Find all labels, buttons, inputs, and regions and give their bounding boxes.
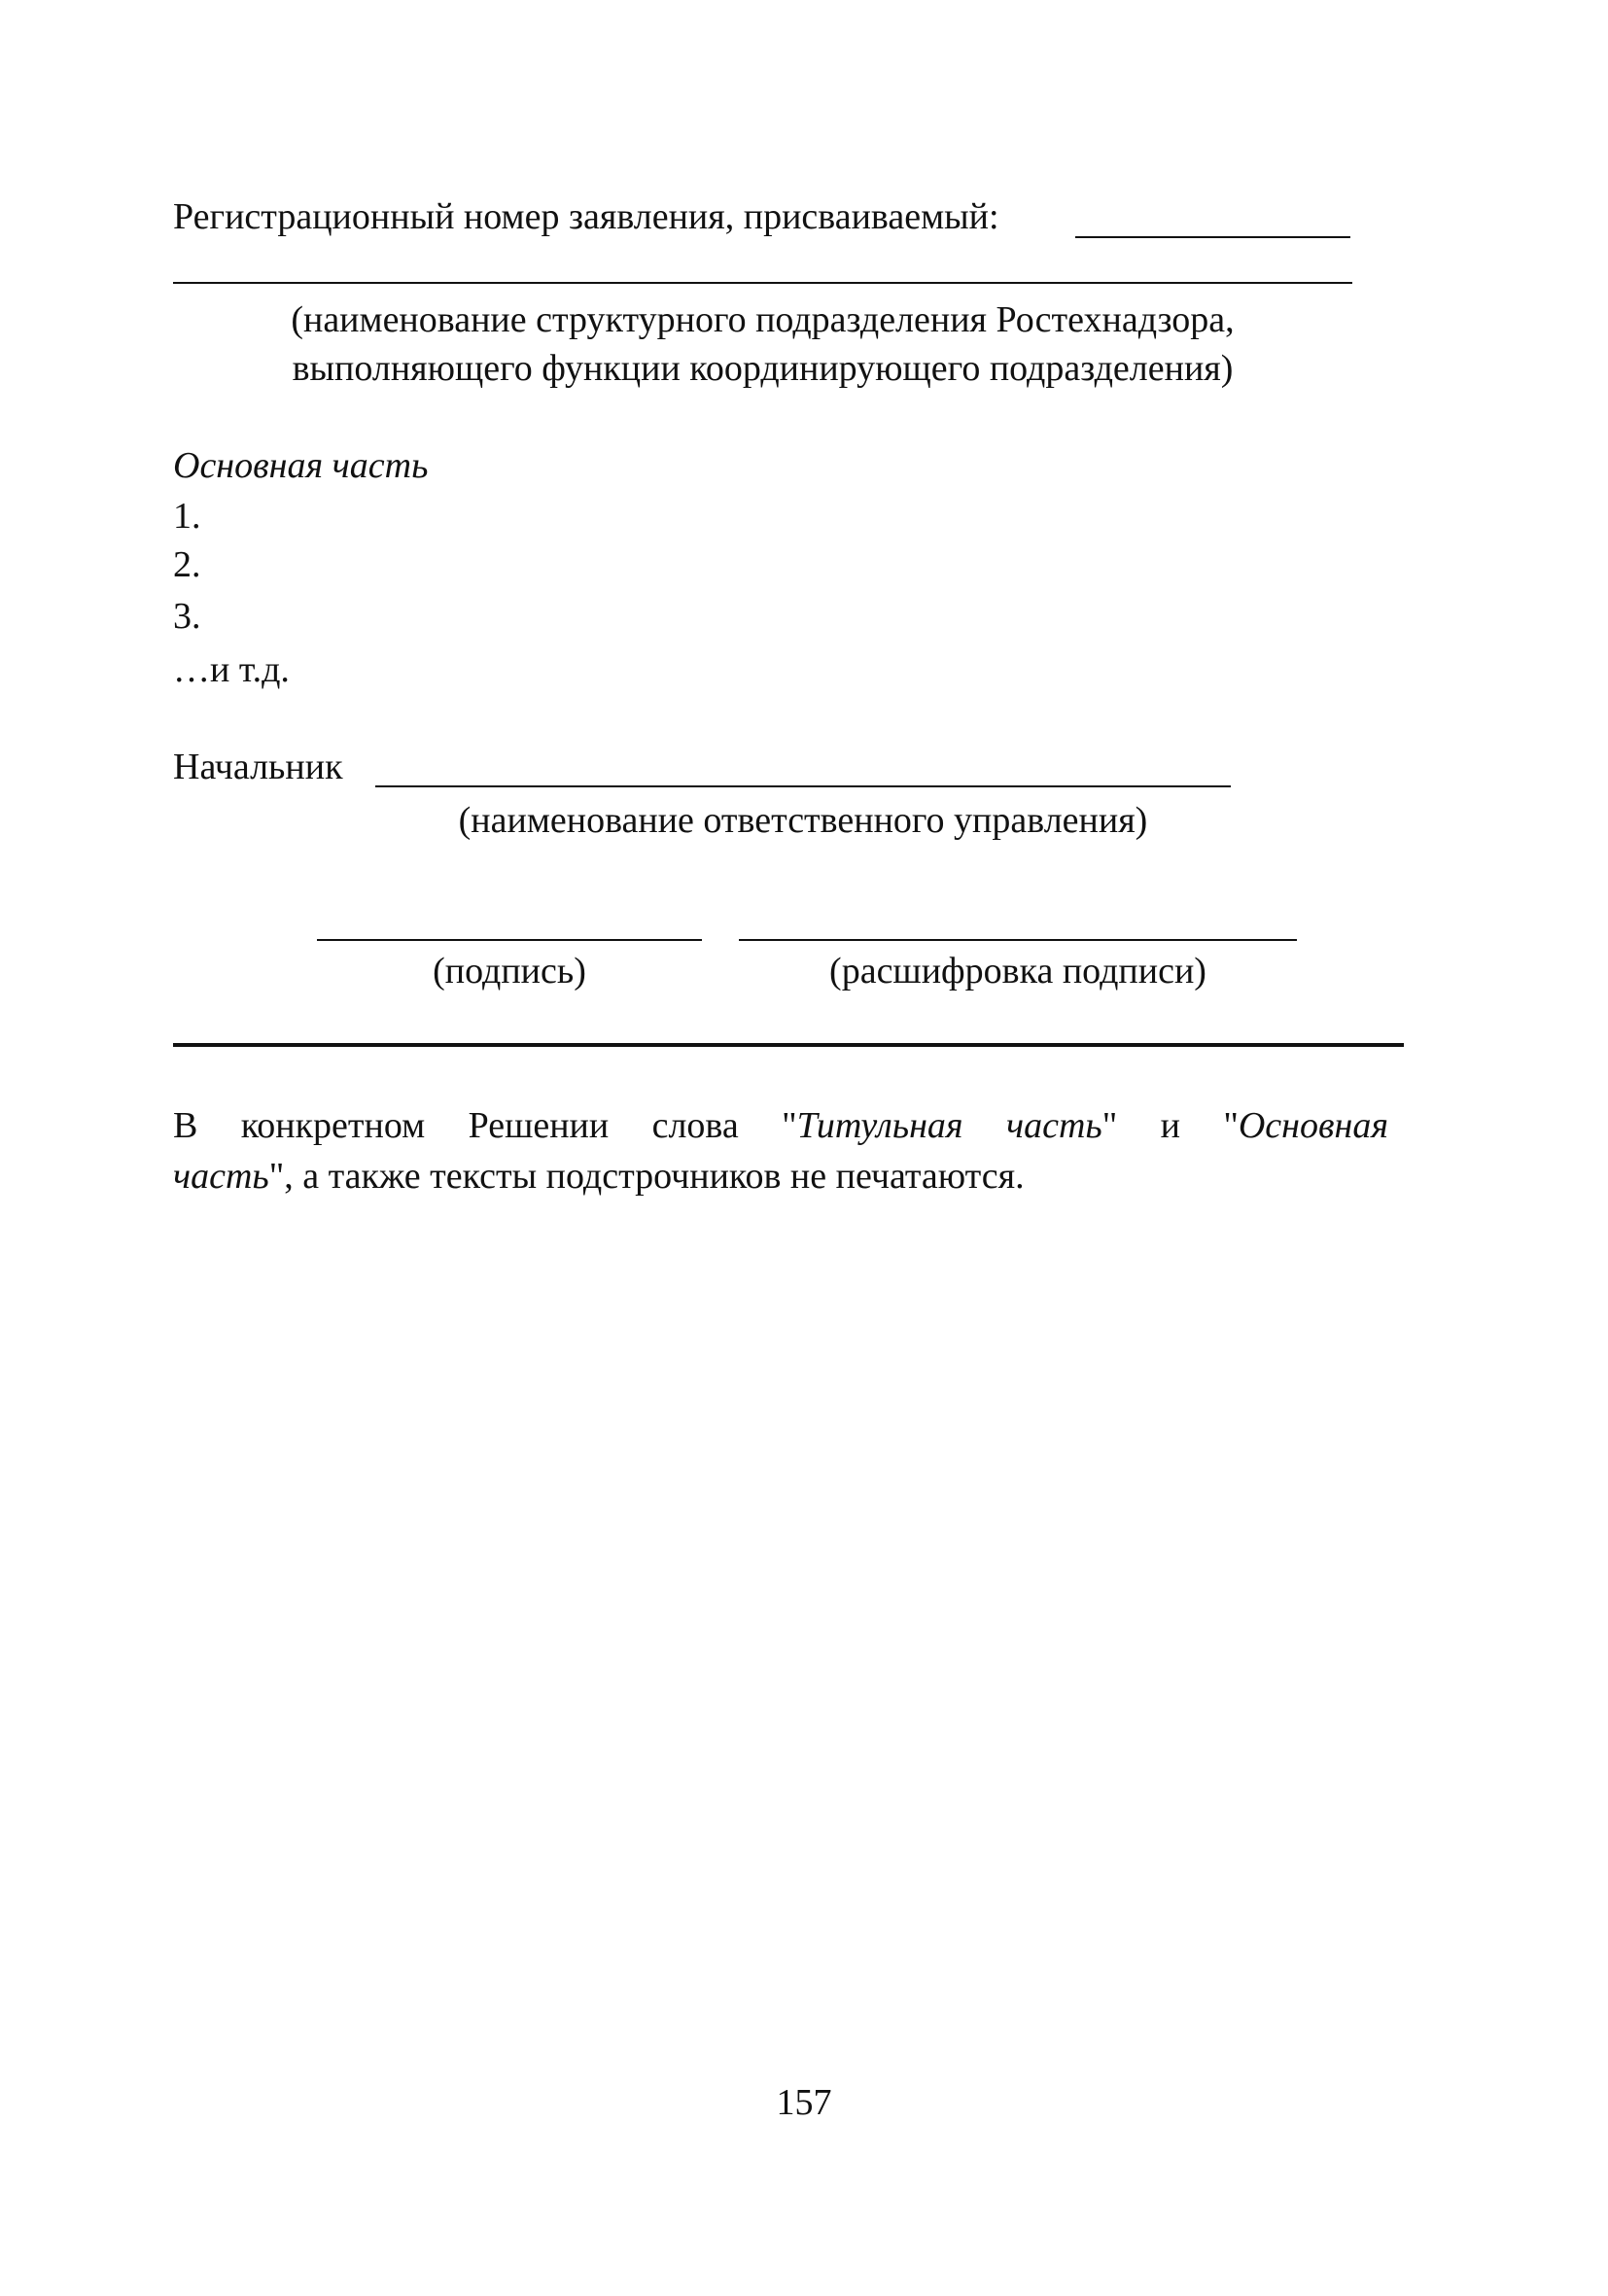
department-name-blank bbox=[173, 282, 1352, 284]
head-department-blank bbox=[375, 785, 1231, 787]
note-italic-title-part: Титульная часть bbox=[796, 1105, 1102, 1146]
note-text: " и " bbox=[1101, 1105, 1239, 1146]
main-part-item-etc: …и т.д. bbox=[173, 649, 290, 690]
note-line-1 bbox=[173, 1100, 1388, 1151]
signature-decoding-subscript: (расшифровка подписи) bbox=[829, 951, 1206, 991]
head-department-subscript: (наименование ответственного управления) bbox=[458, 800, 1148, 841]
main-part-item: 3. bbox=[173, 596, 201, 637]
main-part-item: 1. bbox=[173, 496, 201, 537]
signature-blank bbox=[317, 939, 702, 941]
registration-label: Регистрационный номер заявления, присваиваемый: bbox=[173, 196, 999, 237]
section-divider bbox=[173, 1043, 1404, 1047]
note-text: ", а также тексты подстрочников не печатаются. bbox=[268, 1156, 1025, 1197]
signature-subscript: (подпись) bbox=[433, 951, 586, 991]
page-number: 157 bbox=[776, 2082, 832, 2123]
note-text: В конкретном Решении слова " bbox=[173, 1105, 797, 1146]
main-part-item: 2. bbox=[173, 544, 201, 585]
note-italic-main-part: Основная bbox=[1238, 1105, 1389, 1146]
head-label: Начальник bbox=[173, 747, 343, 787]
registration-number-blank bbox=[1075, 236, 1350, 238]
signature-decoding-blank bbox=[739, 939, 1297, 941]
note-paragraph bbox=[173, 1100, 1388, 1201]
note-italic-main-part-cont: часть bbox=[173, 1156, 269, 1197]
main-part-title: Основная часть bbox=[173, 445, 429, 486]
department-subscript-line-2: выполняющего функции координирующего подразделения) bbox=[292, 348, 1234, 389]
department-subscript-line-1: (наименование структурного подразделения Ростехнадзора, bbox=[291, 299, 1235, 340]
